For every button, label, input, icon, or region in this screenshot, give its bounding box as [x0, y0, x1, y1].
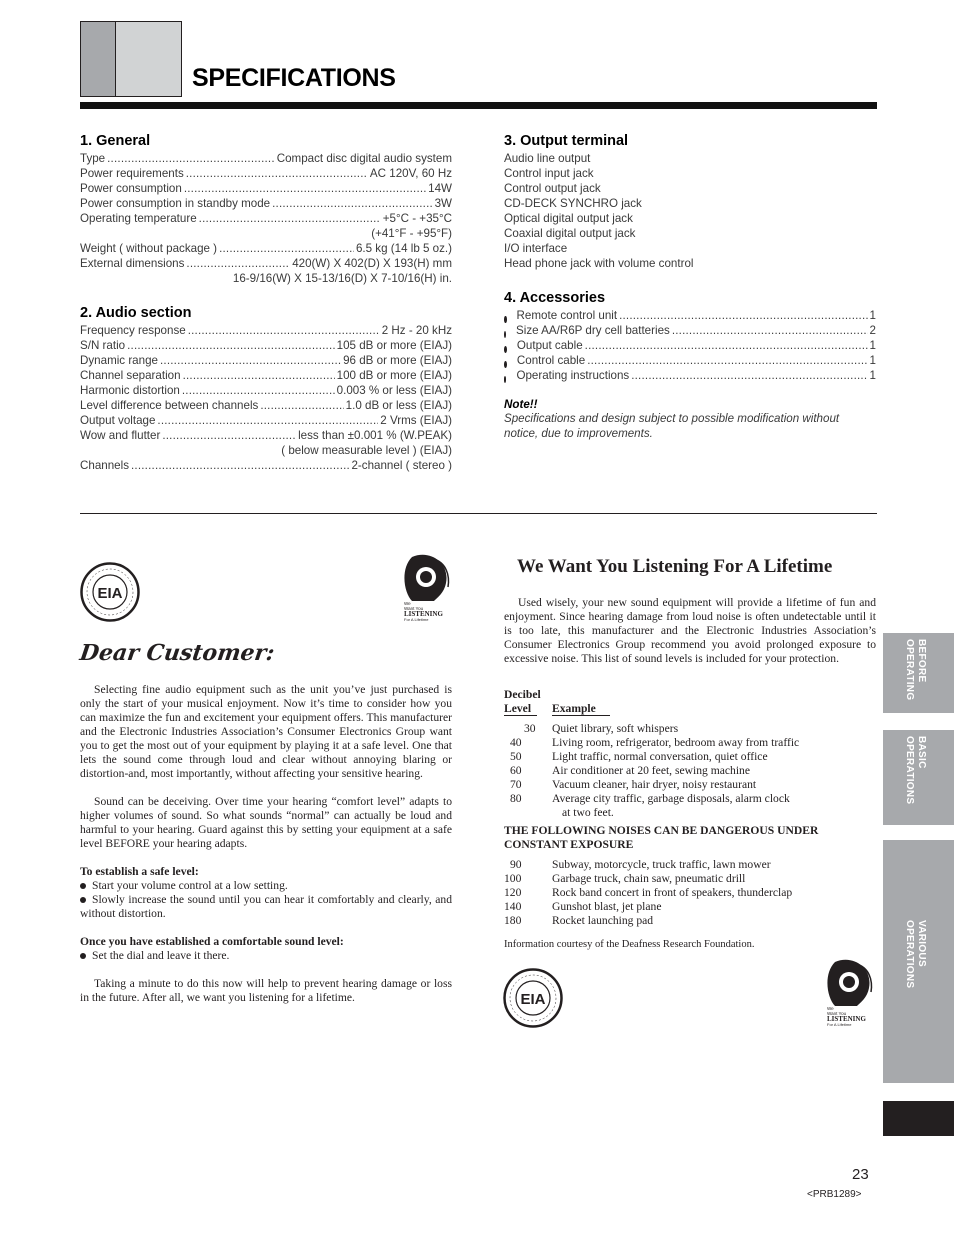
spec-label: Channel separation [80, 369, 181, 382]
spec-row [80, 181, 452, 196]
table-row [504, 736, 876, 750]
tab-label: VARIOUS [916, 920, 927, 967]
bullet-icon [80, 883, 86, 889]
example-cell: Rocket launching pad [552, 914, 654, 927]
table-row [504, 858, 876, 872]
spec-value: 0.003 % or less (EIAJ) [336, 384, 452, 397]
tab-label: OPERATIONS [904, 736, 915, 805]
listening-we: We [404, 601, 411, 606]
bullet-icon [504, 316, 507, 323]
page-number: 23 [852, 1166, 869, 1183]
spec-continuation: 16-9/16(W) X 15-13/16(D) X 7-10/16(H) in. [232, 272, 452, 285]
eia-logo-text: EIA [520, 991, 546, 1008]
spec-row [80, 323, 452, 338]
spec-label: Channels [80, 459, 129, 472]
letter-paragraph: Taking a minute to do this now will help to prevent hearing damage or loss in the future. After all, we want you listening for a lifetime. [80, 977, 452, 1004]
spec-value: 14W [428, 182, 452, 195]
eia-logo [80, 562, 140, 622]
spec-value: 100 dB or more (EIAJ) [336, 369, 452, 382]
table-row [504, 806, 876, 820]
example-cell: Average city traffic, garbage disposals, alarm clock [552, 792, 790, 805]
table-row [504, 764, 876, 778]
table-row [504, 778, 876, 792]
listening-want: Want You [404, 606, 424, 611]
spec-row [80, 458, 452, 473]
header-box-dark [80, 21, 115, 97]
example-cell: Vacuum cleaner, hair dryer, noisy restaurant [552, 778, 757, 791]
note-text: notice, due to improvements. [504, 427, 653, 440]
spec-label: Dynamic range [80, 354, 158, 367]
credit-text: Information courtesy of the Deafness Research Foundation. [504, 939, 755, 950]
spec-label: Weight ( without package ) [80, 242, 218, 255]
general-heading: 1. General [80, 133, 151, 149]
spec-label: Type [80, 152, 106, 165]
table-row [504, 886, 876, 900]
spec-row [80, 241, 452, 256]
level-cell: 70 [510, 778, 522, 791]
output-item: CD-DECK SYNCHRO jack [504, 197, 642, 210]
tab-label: BASIC [916, 736, 927, 769]
document-code: <PRB1289> [807, 1189, 862, 1200]
spec-label: S/N ratio [80, 339, 126, 352]
letter-paragraph: Selecting fine audio equipment such as the unit you’ve just purchased is only the start of your musical enjoyment. Now it’s time to consider how you can maximize the fun and excitement your equipment offers. This manufacturer and the Electronic Industries Association’s Consumer Electronics Group want you to get the most out of your equipment by playing it at a safe level. One that lets the sound come through loud and clear without annoying blaring or distortion-and, most importantly, without affecting your sensitive hearing. [80, 683, 452, 780]
output-item: Control output jack [504, 182, 601, 195]
audio-section [80, 305, 452, 473]
output-item: Coaxial digital output jack [504, 227, 636, 240]
tab-various-operations[interactable] [883, 840, 954, 1083]
spec-value: 1.0 dB or less (EIAJ) [345, 399, 452, 412]
greeting: Dear Customer: [78, 640, 277, 666]
bullet-icon [80, 953, 86, 959]
level-cell: 30 [524, 722, 536, 735]
spec-label: Operating temperature [80, 212, 197, 225]
tab-current-section[interactable] [883, 1101, 954, 1136]
spec-value: 96 dB or more (EIAJ) [343, 354, 452, 367]
spec-value: 105 dB or more (EIAJ) [336, 339, 452, 352]
spec-row [80, 428, 452, 443]
table-row [504, 914, 876, 928]
accessory-qty: 1 [869, 369, 876, 382]
spec-row [80, 166, 452, 181]
spec-label: Power consumption in standby mode [80, 197, 271, 210]
spec-value: Compact disc digital audio system [276, 152, 452, 165]
level-cell: 40 [510, 736, 522, 749]
table-row [504, 872, 876, 886]
example-cell: Quiet library, soft whispers [552, 722, 679, 735]
accessory-row [504, 323, 876, 338]
general-section [80, 133, 452, 286]
accessory-label: Control cable [516, 354, 586, 367]
output-section [504, 133, 876, 271]
example-cell: Rock band concert in front of speakers, thunderclap [552, 886, 793, 899]
spec-row [80, 338, 452, 353]
lifetime-heading: We Want You Listening For A Lifetime [517, 556, 833, 577]
accessory-qty: 1 [869, 309, 876, 322]
accessories-heading: 4. Accessories [504, 290, 606, 306]
spec-label: Wow and flutter [80, 429, 161, 442]
example-cell: Living room, refrigerator, bedroom away from traffic [552, 736, 800, 749]
lifetime-paragraph: Used wisely, your new sound equipment will provide a lifetime of fun and enjoyment. Since hearing damage from loud noise is often undetectable until it is too late, this manufacturer and the Electronic Industries Association’s Consumer Electronics Group recommend you avoid prolonged exposure to excessive noise. This list of sound levels is included for your protection. [504, 596, 876, 665]
spec-label: Level difference between channels [80, 399, 259, 412]
safe-step-text: Slowly increase the sound until you can hear it comfortably and clearly, and without distortion. [80, 893, 452, 920]
tab-label: OPERATIONS [904, 920, 915, 989]
once-step [80, 949, 452, 963]
level-cell: 60 [510, 764, 522, 777]
level-cell: 80 [510, 792, 522, 805]
spec-row [80, 353, 452, 368]
bullet-icon [504, 331, 506, 338]
spec-row [80, 368, 452, 383]
spec-row [80, 413, 452, 428]
once-step-text: Set the dial and leave it there. [92, 949, 230, 962]
spec-label: Frequency response [80, 324, 186, 337]
spec-row [80, 151, 452, 166]
accessory-label: Size AA/R6P dry cell batteries [516, 324, 670, 337]
listening-small: For A Lifetime [404, 617, 429, 622]
spec-value: 2-channel ( stereo ) [351, 459, 452, 472]
accessory-qty: 1 [869, 354, 876, 367]
level-cell: 90 [510, 858, 522, 871]
spec-label: Output voltage [80, 414, 156, 427]
example-cell: Light traffic, normal conversation, quiet office [552, 750, 768, 763]
spec-label: Power requirements [80, 167, 184, 180]
safe-step-text: Start your volume control at a low setting. [92, 879, 288, 892]
accessory-qty: 1 [869, 339, 876, 352]
listening-logo [400, 553, 452, 623]
spec-value: less than ±0.001 % (W.PEAK) [298, 429, 452, 442]
spec-label: Power consumption [80, 182, 182, 195]
example-cell: Gunshot blast, jet plane [552, 900, 662, 913]
spec-value: 6.5 kg (14 lb 5 oz.) [355, 242, 452, 255]
spec-value: AC 120V, 60 Hz [369, 167, 452, 180]
listening-we: We [827, 1006, 834, 1011]
example-cell: Air conditioner at 20 feet, sewing machine [552, 764, 750, 777]
spec-value: +5°C - +35°C [382, 212, 452, 225]
accessory-row [504, 338, 876, 353]
title-rule [80, 102, 877, 109]
example-cell: Subway, motorcycle, truck traffic, lawn mower [552, 858, 771, 871]
danger-heading: THE FOLLOWING NOISES CAN BE DANGEROUS UNDER CONSTANT EXPOSURE [504, 824, 819, 851]
bullet-icon [504, 361, 507, 368]
col-level: Level [504, 702, 537, 716]
bullet-icon [80, 897, 86, 903]
spec-row [80, 383, 452, 398]
output-item: Head phone jack with volume control [504, 257, 694, 270]
output-heading: 3. Output terminal [504, 133, 629, 149]
table-row [504, 792, 876, 806]
page-title: SPECIFICATIONS [192, 64, 396, 92]
spec-label: External dimensions [80, 257, 185, 270]
col-decibel: Decibel [504, 688, 541, 701]
bullet-icon [504, 346, 507, 353]
level-cell: 50 [510, 750, 522, 763]
header-box-light [115, 21, 182, 97]
lifetime-intro [504, 596, 876, 666]
col-example: Example [552, 702, 610, 716]
table-row [504, 750, 876, 764]
tab-before-operating[interactable] [883, 633, 954, 713]
spec-row [80, 398, 452, 413]
section-divider [80, 513, 877, 514]
example-cell: Garbage truck, chain saw, pneumatic drill [552, 872, 746, 885]
eia-logo [503, 968, 563, 1028]
accessories-section [504, 290, 876, 441]
tab-basic-operations[interactable] [883, 730, 954, 825]
accessory-row [504, 368, 876, 383]
accessory-qty: 2 [869, 324, 876, 337]
accessory-row [504, 308, 876, 323]
spec-value: 2 Vrms (EIAJ) [380, 414, 452, 427]
output-item: Optical digital output jack [504, 212, 633, 225]
listening-want: Want You [827, 1011, 847, 1016]
table-row [504, 900, 876, 914]
spec-row [80, 211, 452, 226]
table-header [504, 702, 876, 716]
accessory-label: Operating instructions [516, 369, 630, 382]
accessory-row [504, 353, 876, 368]
spec-value: 3W [434, 197, 452, 210]
tab-label: OPERATING [904, 639, 915, 701]
customer-letter [80, 683, 452, 1005]
eia-logo-text: EIA [97, 585, 123, 602]
level-cell: 120 [504, 886, 522, 899]
spec-label: Harmonic distortion [80, 384, 180, 397]
output-item: Audio line output [504, 152, 591, 165]
safe-step [80, 879, 452, 893]
listening-logo [823, 958, 875, 1028]
example-cell: at two feet. [562, 806, 614, 819]
spec-row [80, 196, 452, 211]
spec-row [80, 256, 452, 271]
spec-value: 420(W) X 402(D) X 193(H) mm [292, 257, 452, 270]
level-cell: 140 [504, 900, 522, 913]
letter-paragraph: Sound can be deceiving. Over time your hearing “comfort level” adapts to higher volumes of sound. So what sounds “normal” can actually be loud and harmful to your hearing. Guard against this by setting your equipment at a safe level BEFORE your hearing adapts. [80, 795, 452, 850]
listening-big: LISTENING [404, 610, 443, 618]
output-item: Control input jack [504, 167, 594, 180]
note-text: Specifications and design subject to possible modification without [504, 412, 840, 425]
spec-continuation: ( below measurable level ) (EIAJ) [281, 444, 452, 457]
safe-level-heading: To establish a safe level: [80, 865, 199, 878]
safe-step [80, 893, 452, 921]
table-row [504, 722, 876, 736]
accessory-label: Output cable [516, 339, 583, 352]
listening-big: LISTENING [827, 1015, 866, 1023]
level-cell: 100 [504, 872, 522, 885]
listening-small: For A Lifetime [827, 1022, 852, 1027]
tab-label: BEFORE [916, 639, 927, 683]
spec-value: 2 Hz - 20 kHz [381, 324, 452, 337]
accessory-label: Remote control unit [516, 309, 618, 322]
decibel-table [504, 688, 876, 952]
spec-continuation: (+41°F - +95°F) [371, 227, 452, 240]
bullet-icon [504, 376, 506, 383]
audio-heading: 2. Audio section [80, 305, 192, 321]
level-cell: 180 [504, 914, 522, 927]
output-item: I/O interface [504, 242, 568, 255]
comfortable-heading: Once you have established a comfortable sound level: [80, 935, 344, 948]
note-heading: Note!! [504, 398, 538, 411]
